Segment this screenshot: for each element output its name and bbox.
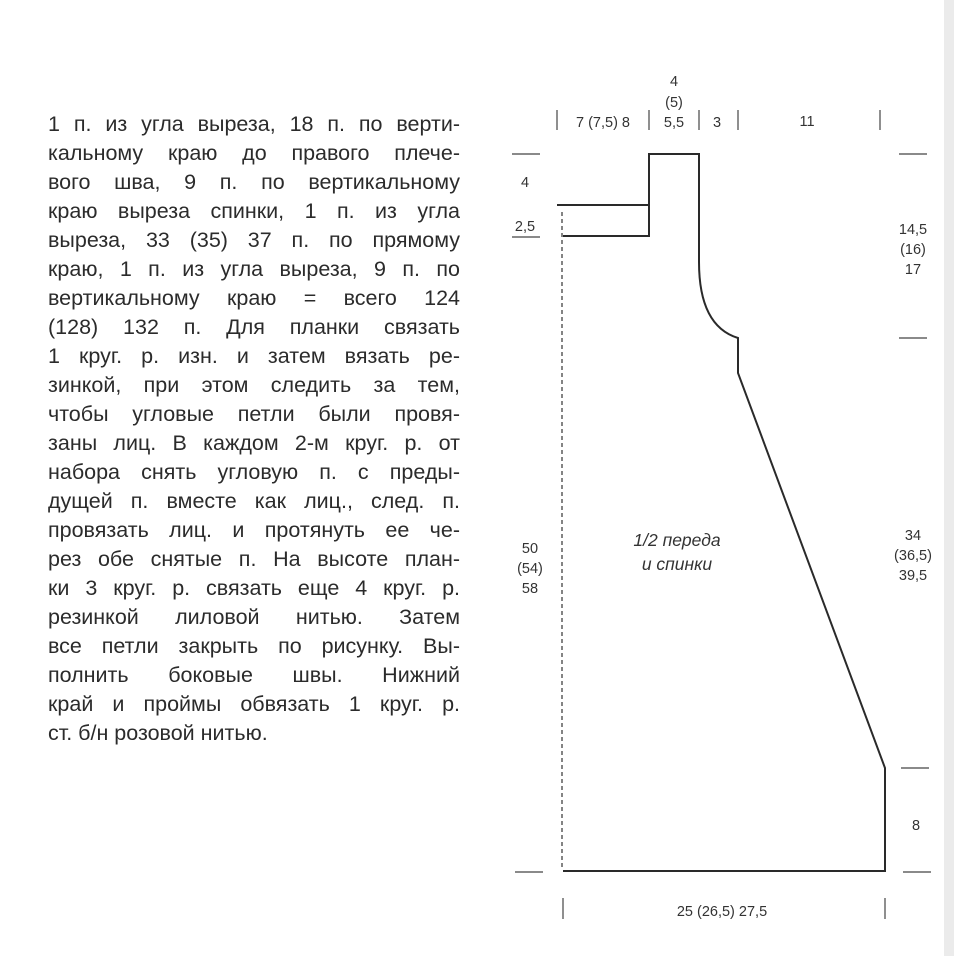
neck-width-label: 7 (7,5) 8: [576, 115, 630, 131]
instruction-line: ки 3 круг. р. связать еще 4 круг. р.: [48, 576, 460, 600]
instruction-line: полнить боковые швы. Нижний: [48, 663, 460, 687]
instruction-line: краю, 1 п. из угла выреза, 9 п. по: [48, 257, 460, 281]
instruction-line: провязать лиц. и протянуть ее че-: [48, 518, 460, 542]
shoulder-label-3: 5,5: [663, 115, 685, 131]
shoulder-label-2: (5): [665, 95, 683, 111]
instruction-line: набора снять угловую п. с преды-: [48, 460, 460, 484]
armhole-depth-label-2: (16): [900, 242, 926, 258]
garment-outline: [563, 154, 885, 871]
armhole-width-label: 3: [712, 115, 722, 131]
neck-depth-lower-label: 2,5: [514, 219, 536, 235]
instruction-line: чтобы угловые петли были провя-: [48, 402, 460, 426]
armhole-depth-label-3: 17: [904, 262, 922, 278]
body-length-label-1: 50: [521, 541, 539, 557]
instruction-line: (128) 132 п. Для планки связать: [48, 315, 460, 339]
side-length-label-2: (36,5): [894, 548, 932, 564]
instruction-line: кальному краю до правого плече-: [48, 141, 460, 165]
body-length-label-2: (54): [517, 561, 543, 577]
hem-extra-label: 11: [799, 114, 815, 130]
instruction-line: резинкой лиловой нитью. Затем: [48, 605, 460, 629]
piece-caption-line-1: 1/2 переда: [633, 530, 721, 550]
instruction-line: все петли закрыть по рисунку. Вы-: [48, 634, 460, 658]
instruction-line: дущей п. вместе как лиц., след. п.: [48, 489, 460, 513]
side-length-label-1: 34: [904, 528, 922, 544]
instruction-line: 1 п. из угла выреза, 18 п. по верти-: [48, 112, 460, 136]
instruction-line: выреза, 33 (35) 37 п. по прямому: [48, 228, 460, 252]
instruction-line: рез обе снятые п. На высоте план-: [48, 547, 460, 571]
instruction-line: край и проймы обвязать 1 круг. р.: [48, 692, 460, 716]
neck-depth-upper-label: 4: [520, 175, 530, 191]
instruction-line: заны лиц. В каждом 2-м круг. р. от: [48, 431, 460, 455]
bottom-width-label: 25 (26,5) 27,5: [676, 904, 768, 920]
instruction-line: зинкой, при этом следить за тем,: [48, 373, 460, 397]
instruction-line: 1 круг. р. изн. и затем вязать ре-: [48, 344, 460, 368]
hem-height-label: 8: [911, 818, 921, 834]
armhole-depth-label-1: 14,5: [898, 222, 928, 238]
instruction-line: вого шва, 9 п. по вертикальному: [48, 170, 460, 194]
left-dimension-ticks: [512, 154, 543, 872]
instruction-line-last: ст. б/н розовой нитью.: [48, 721, 268, 745]
instruction-line: вертикальному краю = всего 124: [48, 286, 460, 310]
side-length-label-3: 39,5: [898, 568, 928, 584]
body-length-label-3: 58: [521, 581, 539, 597]
instruction-line: краю выреза спинки, 1 п. из угла: [48, 199, 460, 223]
shoulder-label-1: 4: [669, 74, 679, 90]
piece-caption-line-2: и спинки: [641, 554, 713, 574]
